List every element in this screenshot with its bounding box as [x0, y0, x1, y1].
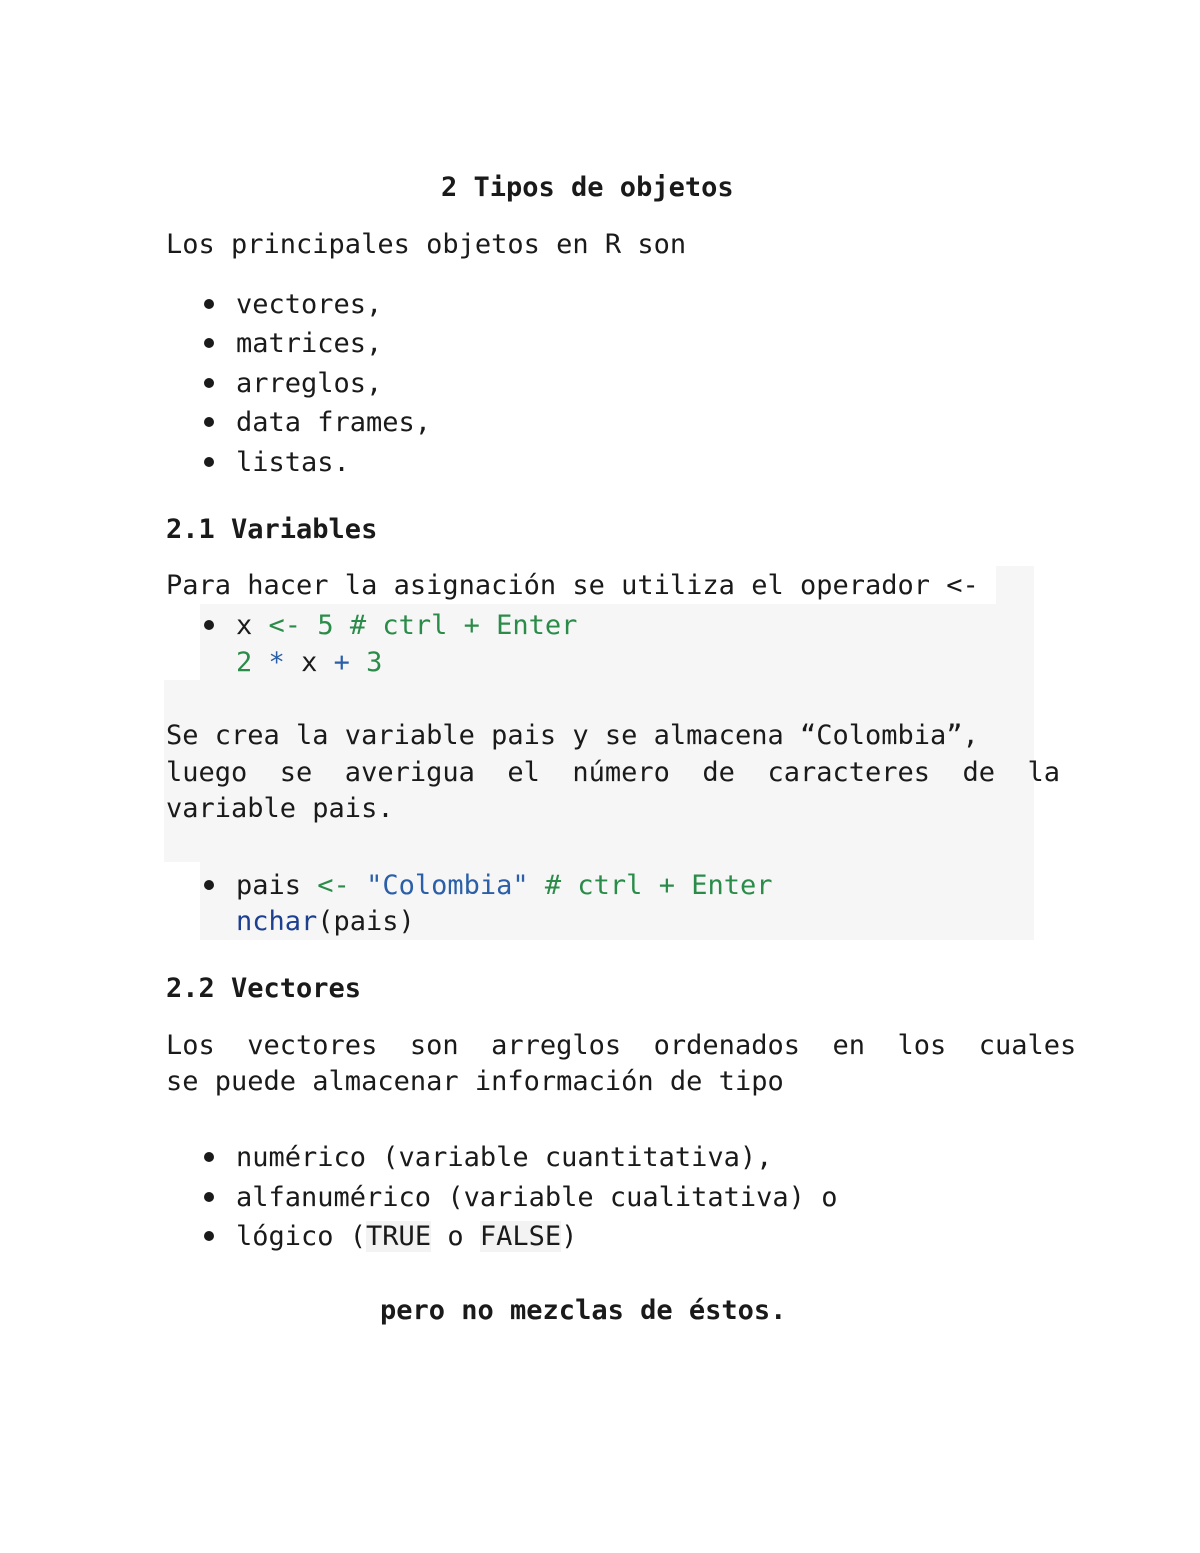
list-item: data frames,: [236, 407, 432, 438]
code-var: pais: [236, 870, 302, 901]
paragraph-line: se puede almacenar información de tipo: [166, 1066, 784, 1097]
code-number: 5: [317, 610, 334, 641]
list-item-text: lógico (: [236, 1221, 367, 1252]
list-item: [236, 1223, 577, 1250]
code-operator: *: [268, 647, 285, 678]
intro-text: Los principales objetos en R son: [166, 229, 687, 260]
code-number: 2: [236, 647, 253, 678]
code-line: [236, 612, 577, 639]
inline-code: TRUE: [366, 1221, 432, 1252]
section-title-variables: 2.1 Variables: [166, 514, 378, 545]
paragraph-line: Los vectores son arreglos ordenados en los cuales: [166, 1030, 1077, 1061]
code-line: [236, 908, 415, 935]
list-item: numérico (variable cuantitativa),: [236, 1142, 773, 1173]
inline-code: FALSE: [479, 1221, 562, 1252]
code-operator: <-: [317, 870, 350, 901]
code-line: [236, 649, 382, 676]
paragraph-line: luego se averigua el número de caracteres de la: [166, 757, 1061, 788]
bullet-icon: [204, 620, 214, 630]
paragraph-line: Se crea la variable pais y se almacena “Colombia”,: [166, 720, 979, 751]
bullet-icon: [204, 338, 214, 348]
code-line: [236, 872, 772, 899]
code-number: 3: [366, 647, 383, 678]
bullet-icon: [204, 378, 214, 388]
bullet-icon: [204, 457, 214, 467]
code-operator: <-: [268, 610, 302, 641]
list-item: matrices,: [236, 328, 383, 359]
closing-text: pero no mezclas de éstos.: [380, 1295, 787, 1326]
list-item: listas.: [236, 447, 350, 478]
bullet-icon: [204, 1152, 214, 1162]
assign-text: Para hacer la asignación se utiliza el operador <-: [166, 570, 979, 601]
code-var: x: [236, 610, 253, 641]
list-item: vectores,: [236, 289, 383, 320]
bullet-icon: [204, 417, 214, 427]
list-item-text: ): [561, 1221, 578, 1252]
code-operator: +: [333, 647, 350, 678]
list-item-text: o: [431, 1221, 480, 1252]
section-title-vectors: 2.2 Vectores: [166, 973, 362, 1004]
code-function: nchar: [236, 906, 318, 937]
list-item: alfanumérico (variable cualitativa) o: [236, 1182, 838, 1213]
bullet-icon: [204, 1231, 214, 1241]
bullet-icon: [204, 299, 214, 309]
code-comment: # ctrl + Enter: [349, 610, 578, 641]
code-comment: # ctrl + Enter: [544, 870, 773, 901]
paragraph-line: variable pais.: [166, 793, 394, 824]
list-item: arreglos,: [236, 368, 383, 399]
code-args: (pais): [317, 906, 415, 937]
bullet-icon: [204, 1192, 214, 1202]
code-highlight: [996, 566, 1034, 604]
code-var: x: [301, 647, 318, 678]
page-title: 2 Tipos de objetos: [441, 172, 734, 203]
bullet-icon: [204, 880, 214, 890]
code-string: "Colombia": [366, 870, 529, 901]
